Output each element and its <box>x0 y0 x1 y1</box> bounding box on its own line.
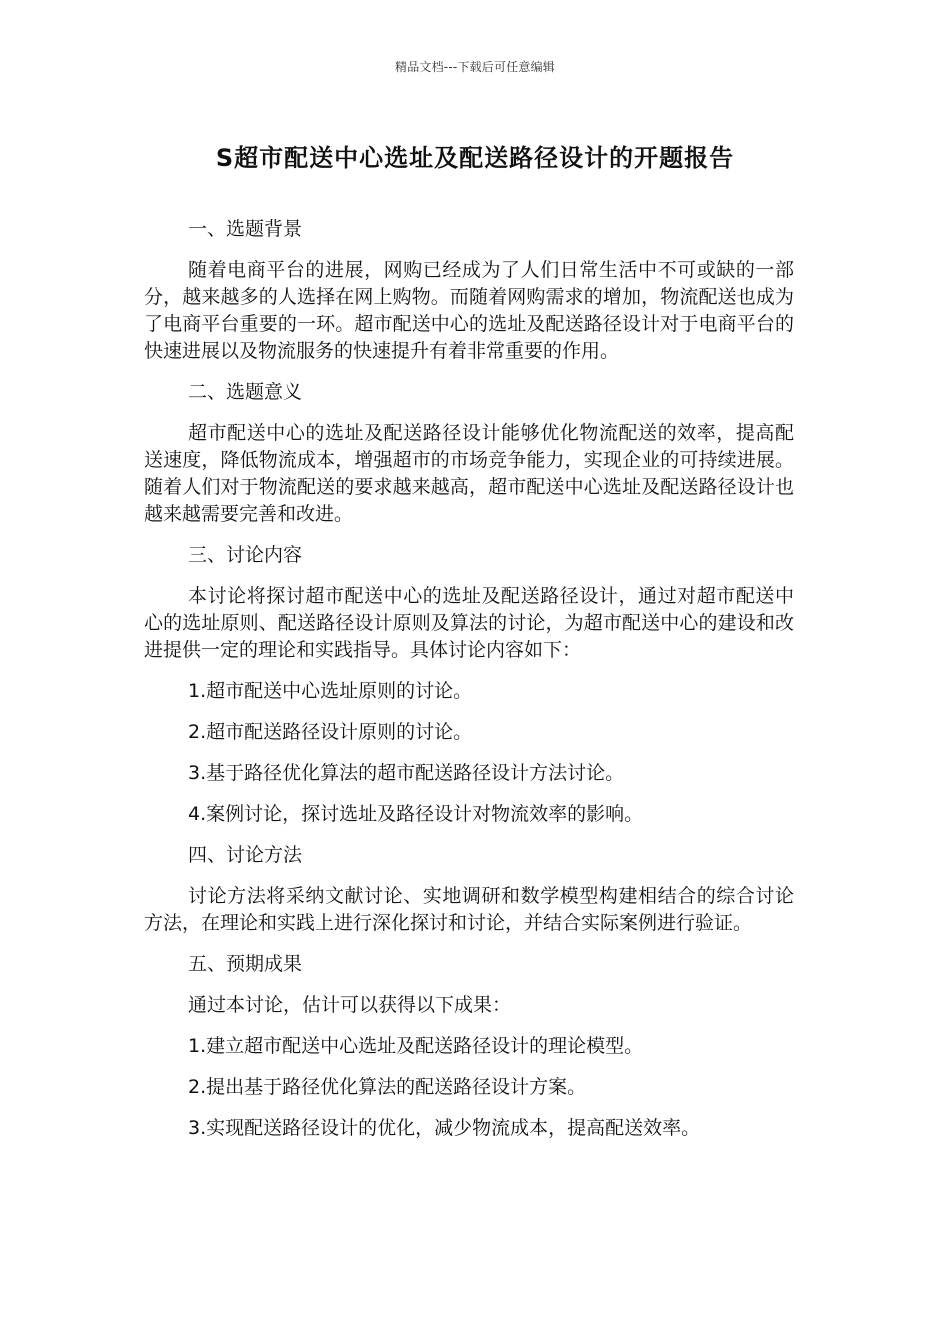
section-significance <box>144 379 794 528</box>
list-item: 4.案例讨论，探讨选址及路径设计对物流效率的影响。 <box>188 803 644 825</box>
document-title: S超市配送中心选址及配送路径设计的开题报告 <box>215 144 735 172</box>
list-item: 3.实现配送路径设计的优化，减少物流成本，提高配送效率。 <box>188 1117 701 1139</box>
section-background <box>144 216 794 365</box>
document-body <box>144 216 794 1156</box>
section-heading: 四、讨论方法 <box>188 844 303 866</box>
section-paragraph: 本讨论将探讨超市配送中心的选址及配送路径设计，通过对超市配送中心的选址原则、配送路径设计原则及算法的讨论，为超市配送中心的建设和改进提供一定的理论和实践指导。具体讨论内容如下： <box>144 585 794 661</box>
section-heading: 五、预期成果 <box>188 953 303 975</box>
section-expected-results <box>144 951 794 1142</box>
section-paragraph: 随着电商平台的进展，网购已经成为了人们日常生活中不可或缺的一部分，越来越多的人选择在网上购物。而随着网购需求的增加，物流配送也成为了电商平台重要的一环。超市配送中心的选址及配送路径设计对于电商平台的快速进展以及物流服务的快速提升有着非常重要的作用。 <box>144 259 794 362</box>
section-heading: 三、讨论内容 <box>188 544 303 566</box>
section-paragraph: 讨论方法将采纳文献讨论、实地调研和数学模型构建相结合的综合讨论方法，在理论和实践上进行深化探讨和讨论，并结合实际案例进行验证。 <box>144 885 794 934</box>
list-item: 3.基于路径优化算法的超市配送路径设计方法讨论。 <box>188 762 625 784</box>
list-item: 2.提出基于路径优化算法的配送路径设计方案。 <box>188 1076 587 1098</box>
header-note: 精品文档---下载后可任意编辑 <box>395 60 555 74</box>
section-heading: 二、选题意义 <box>188 381 303 403</box>
section-method <box>144 842 794 937</box>
list-item: 2.超市配送路径设计原则的讨论。 <box>188 721 473 743</box>
section-content <box>144 542 794 828</box>
section-paragraph: 超市配送中心的选址及配送路径设计能够优化物流配送的效率，提高配送速度，降低物流成本，增强超市的市场竞争能力，实现企业的可持续进展。随着人们对于物流配送的要求越来越高，超市配送中心选址及配送路径设计也越来越需要完善和改进。 <box>144 422 794 525</box>
section-paragraph: 通过本讨论，估计可以获得以下成果： <box>188 994 512 1016</box>
section-heading: 一、选题背景 <box>188 218 303 240</box>
list-item: 1.建立超市配送中心选址及配送路径设计的理论模型。 <box>188 1035 644 1057</box>
list-item: 1.超市配送中心选址原则的讨论。 <box>188 680 473 702</box>
